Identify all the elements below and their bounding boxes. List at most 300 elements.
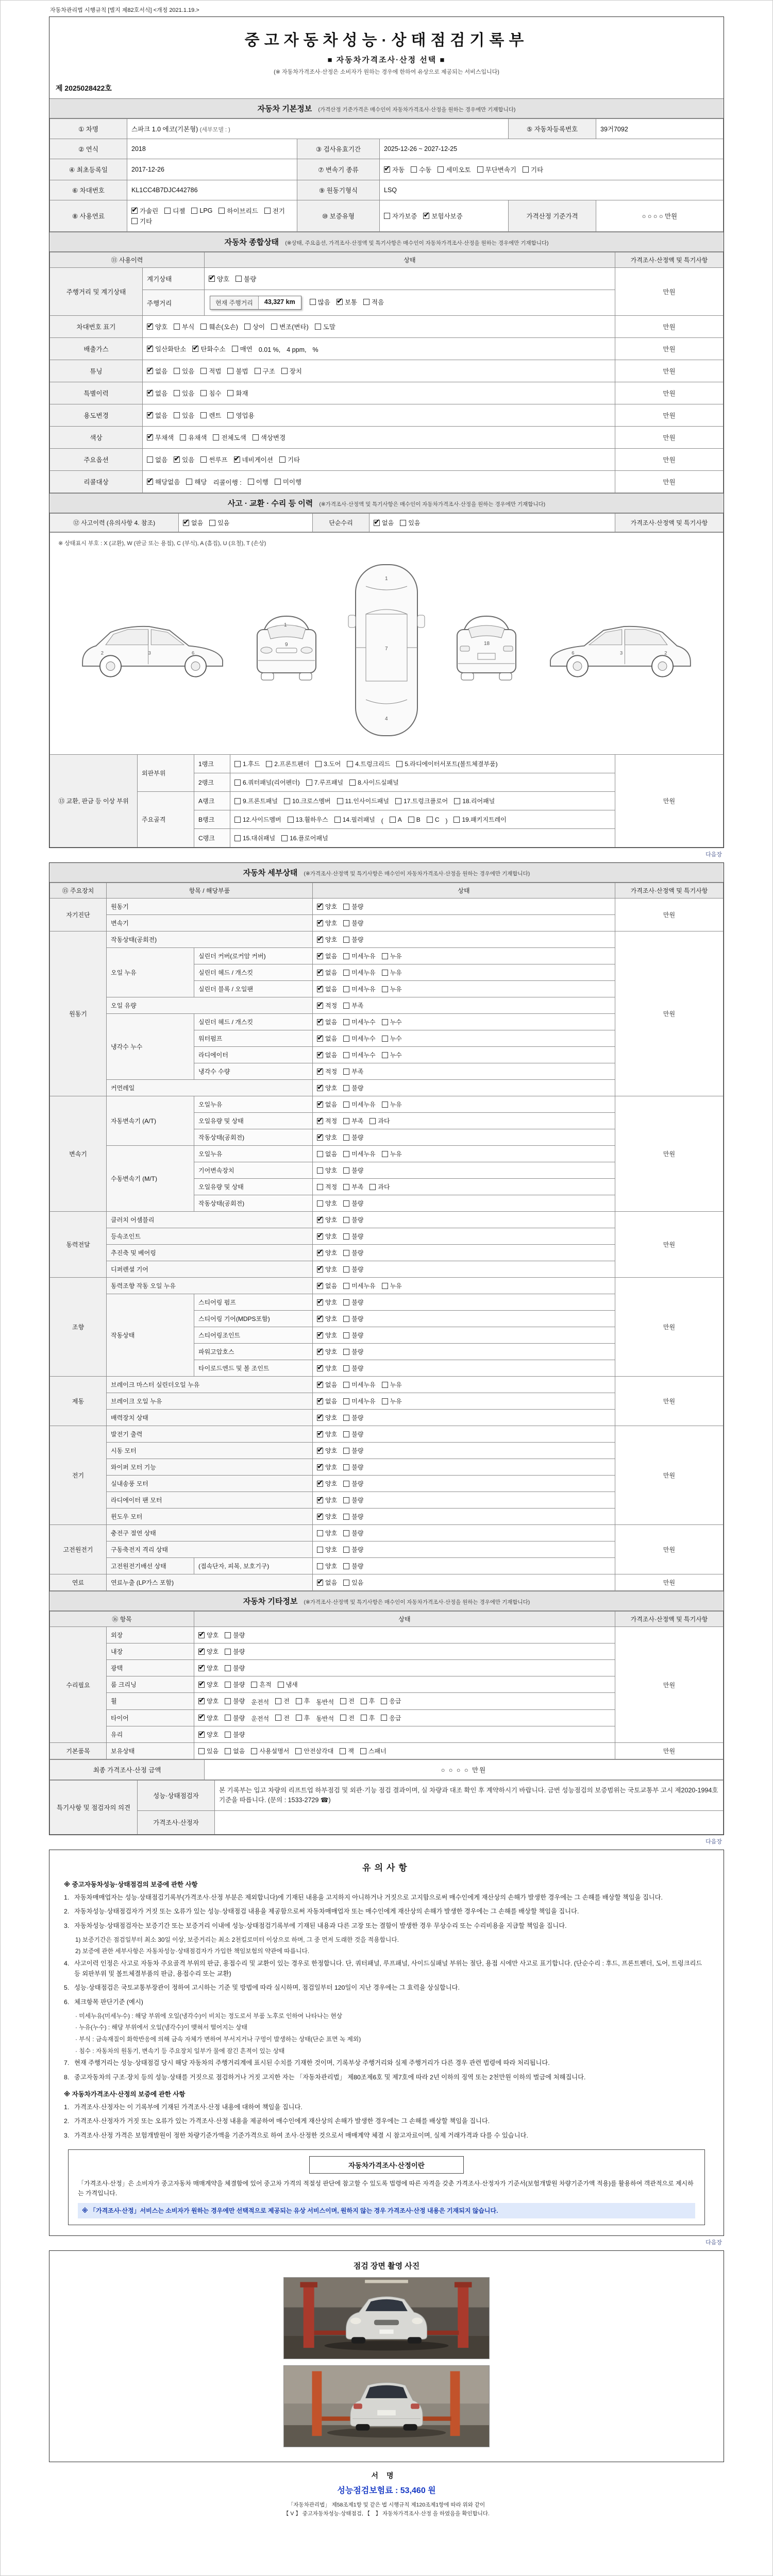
- checkbox-checked: ✔ 양호: [317, 1331, 337, 1340]
- section-detail-header: [49, 863, 724, 883]
- checkbox-icon: [423, 213, 429, 219]
- next-page-link[interactable]: 다음장: [705, 2240, 722, 2246]
- checkbox-icon: [225, 1698, 231, 1704]
- item-label: 배력장치 상태: [107, 1410, 313, 1426]
- item-label: 룸 크리닝: [107, 1676, 194, 1693]
- diagram-row: [50, 533, 724, 755]
- checkbox: 18.리어패널: [454, 796, 495, 805]
- notice-title: 유의사항: [362, 1862, 411, 1873]
- car-side-left-diagram: [76, 612, 230, 689]
- checkbox: 전: [340, 1697, 355, 1705]
- status-cell: [313, 1426, 615, 1443]
- final-price-row: [50, 1760, 724, 1780]
- checkbox: 불량: [343, 1512, 363, 1521]
- checkbox: 불량: [225, 1631, 245, 1639]
- item-label: 주행거리: [143, 290, 205, 316]
- checkbox-checked: ✔ 양호: [317, 1364, 337, 1372]
- field-label: ③ 검사유효기간: [297, 139, 380, 159]
- checkbox: 잭: [340, 1747, 354, 1755]
- table-row: [50, 360, 724, 382]
- part-label: 타이로드엔드 및 볼 조인트: [194, 1360, 313, 1377]
- status-cell: [230, 773, 615, 792]
- checkbox: 사용설명서: [251, 1747, 289, 1755]
- checkbox-icon: [209, 520, 215, 526]
- item-label: 브레이크 마스터 실린더오일 누유: [107, 1377, 313, 1393]
- group-label: 원동기: [50, 931, 107, 1096]
- checkbox-icon: [317, 1464, 323, 1470]
- price-cell: 만원: [615, 1377, 724, 1426]
- group-label: 제동: [50, 1377, 107, 1426]
- final-price-label: 최종 가격조사·산정 금액: [50, 1760, 205, 1780]
- checkbox-icon: [174, 368, 180, 374]
- checkbox-icon: [343, 1036, 349, 1042]
- checkbox: 전: [275, 1697, 290, 1705]
- part-label: C랭크: [194, 829, 230, 848]
- checkbox-icon: [347, 761, 353, 767]
- svg-text:18: 18: [484, 641, 490, 647]
- checkbox: 없음: [225, 1747, 245, 1755]
- checkbox-icon: [186, 479, 192, 485]
- group-label: 배출가스: [50, 338, 143, 360]
- checkbox: 불량: [343, 1166, 363, 1175]
- checkbox: 적정: [317, 1182, 337, 1191]
- checkbox: 미세누유: [343, 1149, 375, 1158]
- checkbox-icon: [225, 1649, 231, 1655]
- status-cell: [205, 268, 615, 290]
- checkbox: 누수: [382, 1034, 402, 1043]
- checkbox: 도말: [315, 322, 335, 331]
- checkbox-icon: [374, 520, 380, 526]
- checkbox-icon: [147, 434, 153, 440]
- group-label: 조향: [50, 1278, 107, 1377]
- item-label: 보유상태: [107, 1743, 194, 1759]
- checkbox: 전기: [264, 206, 285, 215]
- table-row: [50, 139, 724, 159]
- checkbox-checked: ✔ 없음: [317, 952, 337, 960]
- text-token: 동반석: [316, 1698, 334, 1706]
- checkbox: 장치: [281, 366, 302, 376]
- table-header-row: [50, 1612, 724, 1627]
- part-label: 1랭크: [194, 755, 230, 773]
- checkbox-icon: [317, 1250, 323, 1256]
- notice-item: 2. 자동차성능·상태점검자가 거짓 또는 오류가 있는 성능·상태점검 내용을 제공함으로써 자동차매매업자 또는 매수인에게 재산상의 손해가 발생한 경우에는 그 손해를 배상할 책임을 집니다.: [64, 1908, 579, 1916]
- checkbox-icon: [317, 1217, 323, 1223]
- notice-item: 6. 체크항목 판단기준 (예시): [64, 1998, 143, 2006]
- checkbox-icon: [183, 520, 189, 526]
- status-cell: [313, 1179, 615, 1195]
- status-cell: [143, 471, 615, 493]
- checkbox-icon: [400, 520, 406, 526]
- checkbox: 불량: [343, 902, 363, 911]
- checkbox-icon: [275, 1715, 281, 1721]
- checkbox-icon: [343, 1497, 349, 1503]
- checkbox: 6.쿼터패널(리어펜더): [234, 778, 300, 787]
- checkbox: 19.패키지트레이: [453, 815, 506, 824]
- status-cell: [194, 1709, 615, 1726]
- page-title: 중고자동차성능·상태점검기록부: [244, 32, 529, 49]
- price-cell: 만원: [615, 1525, 724, 1574]
- item-label: 내장: [107, 1643, 194, 1660]
- status-cell: [313, 997, 615, 1014]
- next-page-link[interactable]: 다음장: [705, 1838, 722, 1845]
- checkbox: 불량: [225, 1680, 245, 1689]
- checkbox-checked: ✔ 양호: [317, 1298, 337, 1307]
- checkbox-icon: [340, 1748, 346, 1754]
- checkbox-checked: ✔ 양호: [317, 902, 337, 911]
- checkbox-icon: [200, 324, 207, 330]
- checkbox-checked: ✔ 양호: [317, 1430, 337, 1438]
- checkbox-icon: [236, 276, 242, 282]
- checkbox-checked: ✔ 양호: [317, 919, 337, 927]
- checkbox-icon: [343, 1299, 349, 1306]
- checkbox-icon: [174, 412, 180, 418]
- checkbox-icon: [343, 1431, 349, 1437]
- status-cell: [194, 1627, 615, 1643]
- checkbox-icon: [227, 390, 233, 396]
- price-cell: 만원: [615, 1278, 724, 1377]
- report-box-1: [49, 16, 724, 848]
- checkbox-checked: ✔ 없음: [183, 518, 203, 527]
- checkbox: 없음: [147, 455, 167, 464]
- item-label: 냉각수 누수: [107, 1014, 194, 1080]
- checkbox-checked: ✔ 양호: [317, 1496, 337, 1504]
- svg-text:1: 1: [385, 576, 388, 582]
- checkbox: 불량: [343, 1463, 363, 1471]
- checkbox-icon: [147, 412, 153, 418]
- checkbox-icon: [382, 1382, 388, 1388]
- checkbox-icon: [317, 1019, 323, 1025]
- checkbox-checked: ✔ 적정: [317, 1116, 337, 1125]
- checkbox-icon: [396, 761, 402, 767]
- checkbox: 매연: [232, 344, 253, 353]
- table-row: [50, 316, 724, 338]
- checkbox: 양호: [317, 1199, 337, 1208]
- checkbox: 수동: [411, 165, 431, 174]
- checkbox: 침수: [200, 388, 221, 398]
- checkbox-icon: [317, 1530, 323, 1536]
- next-page-link[interactable]: 다음장: [705, 852, 722, 858]
- table-row: [50, 1781, 724, 1811]
- column-header: 상태: [313, 883, 615, 899]
- checkbox-checked: ✔ 없음: [147, 366, 167, 376]
- checkbox: 1.후드: [234, 759, 260, 768]
- text-token: 4 ppm,: [287, 346, 307, 353]
- checkbox: 불량: [343, 1496, 363, 1504]
- checkbox-icon: [343, 1085, 349, 1091]
- checkbox: 하이브리드: [219, 206, 258, 215]
- appraiser-opinion-text: [215, 1810, 724, 1834]
- status-cell: [194, 1660, 615, 1676]
- checkbox: 많음: [310, 297, 330, 307]
- column-header: 항목 / 해당부품: [107, 883, 313, 899]
- part-label: A랭크: [194, 792, 230, 810]
- checkbox: 부식: [174, 322, 194, 331]
- item-label: 자동변속기 (A/T): [107, 1096, 194, 1146]
- checkbox: 양호: [317, 1545, 337, 1554]
- table-row: [50, 1574, 724, 1591]
- vin-value: KL1CC4B7DJC442786: [127, 180, 297, 200]
- checkbox-icon: [382, 970, 388, 976]
- notice-section-head: ※ 자동차가격조사·산정의 보증에 관한 사항: [64, 2090, 186, 2098]
- checkbox-icon: [317, 1101, 323, 1108]
- inspector-opinion-table: [49, 1780, 724, 1835]
- checkbox: 누유: [382, 1281, 402, 1290]
- checkbox: LPG: [191, 207, 212, 214]
- part-label: B랭크: [194, 810, 230, 829]
- checkbox: 불량: [343, 1133, 363, 1142]
- checkbox-icon: [408, 817, 414, 823]
- checkbox: 기타: [523, 165, 543, 174]
- model-year-value: 2018: [127, 139, 297, 159]
- item-label: 오일 누유: [107, 948, 194, 997]
- item-label: 디퍼렌셜 기어: [107, 1261, 313, 1278]
- checkbox: 12.사이드멤버: [234, 815, 281, 824]
- checkbox-icon: [279, 456, 285, 463]
- checkbox-icon: [281, 368, 288, 374]
- checkbox: 기타: [131, 216, 152, 226]
- checkbox: 과다: [369, 1116, 390, 1125]
- checkbox-icon: [317, 1481, 323, 1487]
- notice-section-head: ※ 중고자동차성능·상태점검의 보증에 관한 사항: [64, 1880, 198, 1888]
- notice-sub-item: · 침수 : 자동차의 원동기, 변속기 등 주요장치 일부가 물에 잠긴 흔적이 있는 상태: [75, 2047, 285, 2055]
- checkbox-icon: [343, 953, 349, 959]
- table-row: [50, 200, 724, 232]
- checkbox-icon: [343, 1382, 349, 1388]
- checkbox-icon: [296, 1715, 302, 1721]
- checkbox-icon: [343, 904, 349, 910]
- checkbox: 불량: [343, 1314, 363, 1323]
- item-label: 외판부위: [138, 755, 194, 792]
- svg-text:6: 6: [572, 650, 575, 656]
- status-cell: [313, 1030, 615, 1047]
- item-label: 외장: [107, 1627, 194, 1643]
- checkbox: 영업용: [227, 411, 254, 420]
- checkbox-checked: ✔ 없음: [317, 1281, 337, 1290]
- checkbox-icon: [244, 324, 250, 330]
- checkbox: 양호: [317, 1562, 337, 1570]
- checkbox-icon: [266, 761, 272, 767]
- form-reference-note: 자동차관리법 시행규칙 [별지 제82호서식] <개정 2021.1.19.>: [50, 7, 199, 13]
- opinion-header: 특기사항 및 점검자의 의견: [50, 1781, 138, 1835]
- checkbox-icon: [317, 970, 323, 976]
- checkbox: 없음: [317, 1149, 337, 1158]
- checkbox-icon: [343, 1464, 349, 1470]
- section-comprehensive-note: (※상태, 주요옵션, 가격조사·산정액 및 특기사항은 매수인이 자동차가격조사·산정을 원하는 경우에만 기재합니다): [285, 240, 549, 246]
- status-cell: [143, 449, 615, 471]
- notice-sub-item: 1) 보증기간은 점검일부터 최소 30일 이상, 보증거리는 최소 2천킬로미터 이상으로 하며, 그 중 먼저 도래한 것을 적용합니다.: [75, 1936, 399, 1943]
- checkbox: 부족: [343, 1067, 363, 1076]
- status-cell: [313, 899, 615, 915]
- checkbox: 불량: [343, 1331, 363, 1340]
- group-label: 리콜대상: [50, 471, 143, 493]
- checkbox: 미세누수: [343, 1034, 375, 1043]
- item-label: 충전구 절연 상태: [107, 1525, 313, 1541]
- title-block: [49, 17, 724, 80]
- table-row: [50, 404, 724, 427]
- checkbox-checked: ✔ 보험사보증: [423, 211, 462, 221]
- status-cell: [230, 755, 615, 773]
- status-cell: [313, 1393, 615, 1410]
- checkbox-icon: [317, 1332, 323, 1338]
- document-number: 제 2025028422호: [56, 84, 112, 92]
- item-label: 윈도우 모터: [107, 1509, 313, 1525]
- item-label: 발전기 출력: [107, 1426, 313, 1443]
- checkbox-icon: [147, 479, 153, 485]
- price-cell: 만원: [615, 449, 724, 471]
- checkbox-icon: [363, 299, 369, 305]
- field-label: ⑨ 원동기형식: [297, 180, 380, 200]
- checkbox-checked: ✔ 양호: [198, 1647, 219, 1656]
- notice-sub-item: · 미세누유(미세누수) : 해당 부위에 오일(냉각수)이 비치는 정도로서 부품 노후로 인하여 나타나는 현상: [75, 2012, 343, 2020]
- checkbox-icon: [147, 390, 153, 396]
- checkbox-icon: [343, 1580, 349, 1586]
- checkbox: 누수: [382, 1050, 402, 1059]
- table-row: [50, 1278, 724, 1294]
- checkbox-icon: [343, 1514, 349, 1520]
- section-misc-title: 자동차 기타정보: [243, 1597, 298, 1606]
- status-cell: [313, 1261, 615, 1278]
- part-label: 파워고압호스: [194, 1344, 313, 1360]
- checkbox-icon: [234, 779, 241, 786]
- checkbox-icon: [288, 817, 294, 823]
- price-appraisal-info-box: [68, 2149, 705, 2225]
- checkbox-icon: [337, 798, 343, 804]
- checkbox: 디젤: [164, 206, 185, 215]
- status-cell: [313, 1410, 615, 1426]
- checkbox: 적음: [363, 297, 384, 307]
- checkbox: 불량: [343, 1265, 363, 1274]
- checkbox-icon: [317, 1134, 323, 1141]
- inspector-role-label: 성능·상태점검자: [138, 1781, 215, 1811]
- accident-history-options: [179, 514, 313, 532]
- item-label: 동력조향 작동 오일 누유: [107, 1278, 313, 1294]
- column-header: ⑯ 항목: [50, 1612, 194, 1627]
- checkbox-icon: [381, 1715, 387, 1721]
- table-row: [50, 268, 724, 290]
- table-row: [50, 1212, 724, 1228]
- checkbox: 불량: [225, 1714, 245, 1722]
- item-label: 오일 유량: [107, 997, 313, 1014]
- checkbox: 유채색: [180, 433, 207, 442]
- part-label: 스티어링 펌프: [194, 1294, 313, 1311]
- status-cell: [205, 290, 615, 316]
- item-label: 작동상태(공회전): [107, 931, 313, 948]
- item-label: 작동상태: [107, 1294, 194, 1377]
- table-row: [50, 427, 724, 449]
- checkbox-icon: [343, 937, 349, 943]
- section-accident-note: (※가격조사·산정액 및 특기사항은 매수인이 자동차가격조사·산정을 원하는 경우에만 기재합니다): [319, 501, 546, 507]
- checkbox-icon: [234, 456, 240, 463]
- checkbox-icon: [343, 1316, 349, 1322]
- checkbox: 흔적: [251, 1680, 271, 1689]
- checkbox-icon: [343, 1200, 349, 1207]
- checkbox: 3.도어: [315, 759, 341, 768]
- checkbox-checked: ✔ 양호: [317, 1133, 337, 1142]
- comprehensive-table: [49, 252, 724, 493]
- status-cell: [313, 1195, 615, 1212]
- checkbox: 누유: [382, 1397, 402, 1405]
- checkbox: 안전삼각대: [295, 1747, 333, 1755]
- checkbox-checked: ✔ 양호: [198, 1664, 219, 1672]
- table-row: [50, 755, 724, 773]
- section-misc-note: (※가격조사·산정액 및 특기사항은 매수인이 자동차가격조사·산정을 원하는 경우에만 기재합니다): [304, 1599, 530, 1605]
- item-label: 휠: [107, 1693, 194, 1710]
- checkbox-icon: [219, 208, 225, 214]
- first-registration-value: 2017-12-26: [127, 159, 297, 180]
- checkbox-checked: ✔ 양호: [198, 1697, 219, 1705]
- checkbox-icon: [343, 1250, 349, 1256]
- checkbox-icon: [198, 1732, 205, 1738]
- status-cell: [313, 1492, 615, 1509]
- price-appraisal-info-highlight: ※ 「가격조사·산정」서비스는 소비자가 원하는 경우에만 선택적으로 제공되는 유상 서비스이며, 원하지 않는 경우 가격조사·산정 내용은 기재되지 않습니다.: [78, 2203, 695, 2218]
- checkbox-icon: [390, 817, 396, 823]
- group-label: 전기: [50, 1426, 107, 1525]
- checkbox-icon: [251, 1682, 257, 1688]
- checkbox-icon: [225, 1632, 231, 1638]
- checkbox: 미세누유: [343, 985, 375, 993]
- price-cell: 만원: [615, 1627, 724, 1743]
- checkbox-icon: [174, 390, 180, 396]
- section-basic-note: (가격산정 기준가격은 매수인이 자동차가격조사·산정을 원하는 경우에만 기재합니다): [318, 107, 516, 113]
- svg-text:2: 2: [664, 650, 667, 656]
- status-cell: [194, 1643, 615, 1660]
- section-basic-header: [49, 98, 724, 118]
- checkbox-icon: [382, 953, 388, 959]
- item-label: 유리: [107, 1726, 194, 1743]
- checkbox-icon: [264, 208, 271, 214]
- checkbox-icon: [317, 1118, 323, 1124]
- checkbox: 불량: [343, 1430, 363, 1438]
- checkbox: 누유: [382, 952, 402, 960]
- section-comprehensive-header: [49, 232, 724, 252]
- checkbox: 불량: [343, 1562, 363, 1570]
- checkbox: 불량: [343, 1298, 363, 1307]
- status-cell: [313, 1327, 615, 1344]
- part-label: 오일누유: [194, 1096, 313, 1113]
- item-label: 변속기: [107, 915, 313, 931]
- checkbox-icon: [343, 1415, 349, 1421]
- checkbox-icon: [343, 1563, 349, 1569]
- price-cell: 만원: [615, 899, 724, 931]
- checkbox-icon: [317, 920, 323, 926]
- checkbox-icon: [343, 1052, 349, 1058]
- group-label: ⑬ 교환, 판금 등 이상 부위: [50, 755, 138, 848]
- checkbox: 불법: [227, 366, 248, 376]
- price-cell: 만원: [615, 338, 724, 360]
- photo-box: [49, 2250, 724, 2462]
- checkbox-icon: [317, 937, 323, 943]
- checkbox-icon: [306, 779, 312, 786]
- checkbox-icon: [234, 798, 241, 804]
- footer-confirmation-line: 【 V 】 중고자동차성능·상태점검, 【 】 자동차가격조사·산정 을 하였음을 확인합니다.: [283, 2510, 490, 2517]
- checkbox: 있음: [174, 388, 194, 398]
- checkbox: 부족: [343, 1116, 363, 1125]
- part-label: 오일유량 및 상태: [194, 1179, 313, 1195]
- item-label: 구동축전지 격리 상태: [107, 1541, 313, 1558]
- checkbox: 불량: [225, 1697, 245, 1705]
- checkbox: 8.사이드실패널: [349, 778, 399, 787]
- checkbox: 13.휠하우스: [288, 815, 328, 824]
- panel-frame-table: [49, 532, 724, 848]
- checkbox-icon: [275, 1698, 281, 1704]
- signature-label: 서명: [371, 2471, 402, 2480]
- checkbox: 불량: [343, 919, 363, 927]
- price-appraisal-info-title: 자동차가격조사·산정이란: [309, 2156, 464, 2174]
- checkbox-icon: [317, 1349, 323, 1355]
- checkbox-checked: ✔ 양호: [198, 1730, 219, 1739]
- group-label: 튜닝: [50, 360, 143, 382]
- checkbox-icon: [317, 1563, 323, 1569]
